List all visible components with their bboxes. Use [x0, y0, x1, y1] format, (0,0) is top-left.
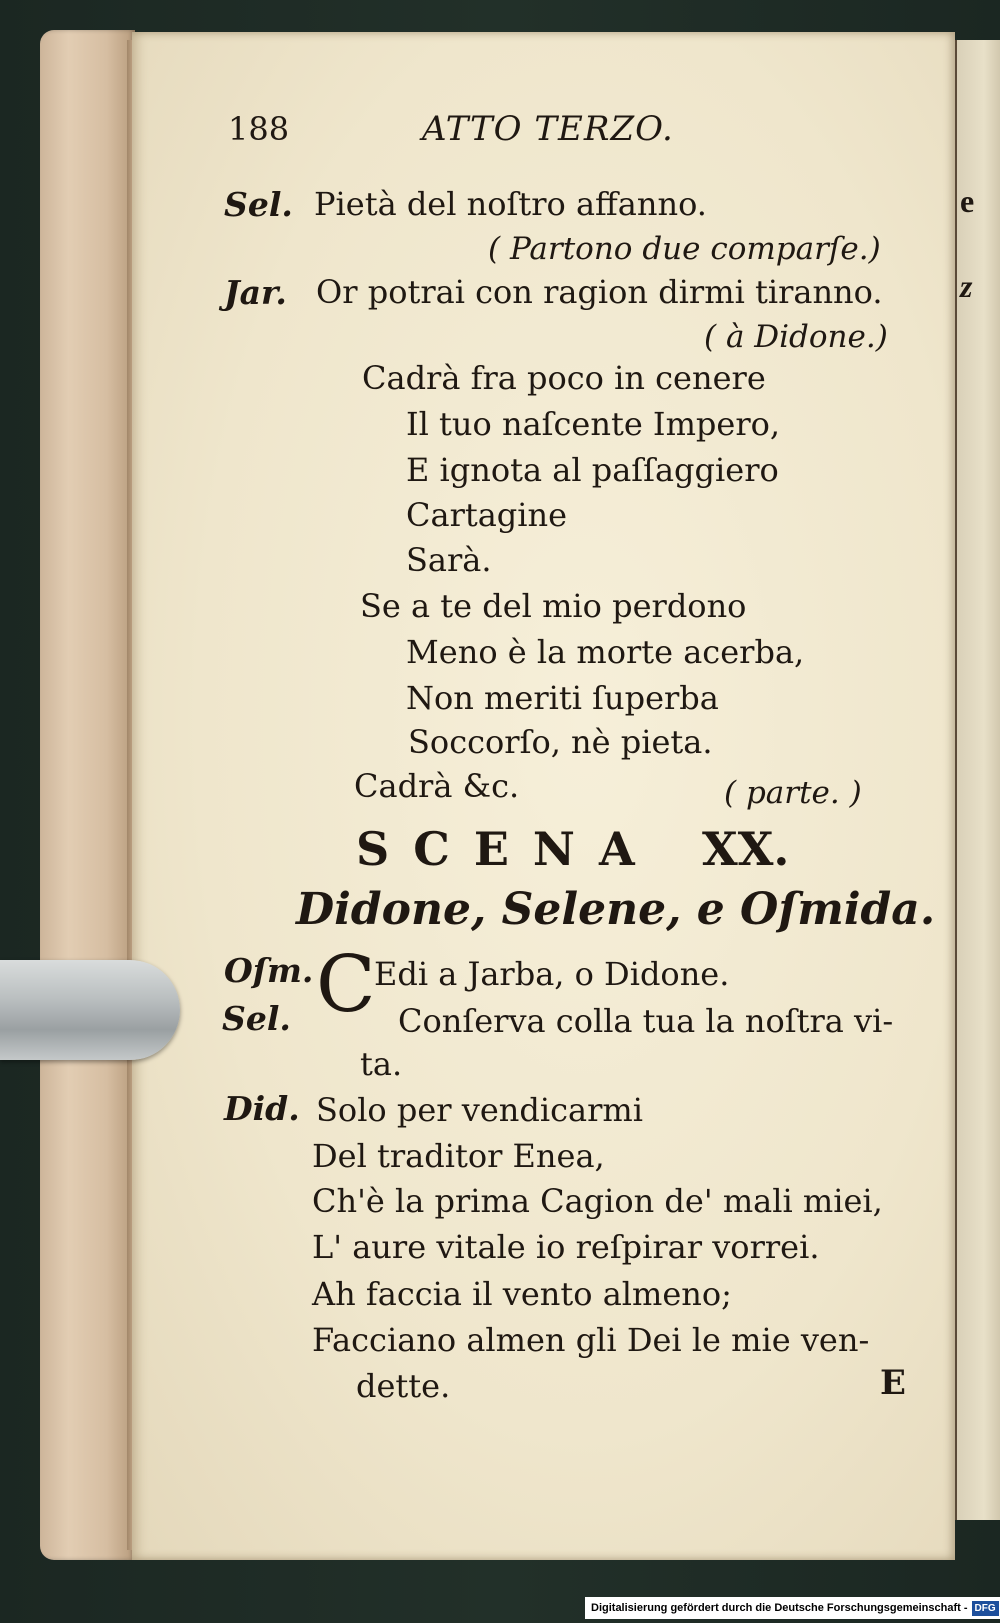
- speaker-label: Jar.: [224, 273, 287, 312]
- verse-line: Del traditor Enea,: [312, 1137, 605, 1175]
- verse-line: ta.: [360, 1045, 403, 1083]
- scene-label: SCENA: [356, 822, 659, 876]
- running-title: ATTO TERZO.: [422, 109, 674, 149]
- verse-line: Cartagine: [406, 496, 568, 534]
- verse-line: Se a te del mio perdono: [360, 587, 747, 625]
- verse-line: Meno è la morte acerba,: [406, 633, 805, 671]
- scene-number: XX.: [702, 822, 790, 876]
- verse-line: Ah faccia il vento almeno;: [312, 1275, 732, 1313]
- stage-direction: ( à Didone.): [704, 319, 888, 355]
- verse-line: Cadrà fra poco in cenere: [362, 359, 766, 397]
- verse-line: dette.: [356, 1367, 451, 1405]
- verse-line: Il tuo naſcente Impero,: [406, 405, 781, 443]
- verse-line: E ignota al paſſaggiero: [406, 451, 779, 489]
- verse-line: Cadrà &c.: [354, 767, 520, 805]
- verse-line: Sarà.: [406, 541, 492, 579]
- stage-direction: ( Partono due comparſe.): [488, 231, 881, 267]
- speaker-label: Oſm.: [224, 951, 314, 990]
- speaker-label: Sel.: [222, 999, 291, 1038]
- verse-line: Pietà del noſtro affanno.: [314, 185, 707, 223]
- next-page-glyph: z: [960, 268, 973, 304]
- verse-line: Or potrai con ragion dirmi tiranno.: [316, 273, 883, 311]
- speaker-label: Did.: [224, 1089, 300, 1128]
- verse-line: Solo per vendicarmi: [316, 1091, 643, 1129]
- dfg-logo-icon: DFG: [972, 1601, 999, 1616]
- stage-direction: ( parte. ): [724, 775, 862, 811]
- next-page-glyph: e: [960, 183, 975, 219]
- drop-capital: C: [316, 940, 376, 1030]
- digitization-footer: [585, 1597, 1000, 1619]
- page-number: 188: [228, 110, 290, 148]
- verse-line: Facciano almen gli Dei le mie ven-: [312, 1321, 870, 1359]
- scene-persons: Didone, Selene, e Oſmida.: [296, 884, 936, 935]
- book-page-edges: [40, 30, 135, 1560]
- signature-mark: E: [880, 1363, 906, 1403]
- speaker-label: Sel.: [224, 185, 293, 224]
- verse-line: Edi a Jarba, o Didone.: [374, 955, 730, 993]
- page-clip: [0, 960, 180, 1060]
- verse-line: Conſerva colla tua la noſtra vi-: [398, 1002, 894, 1040]
- footer-text: Digitalisierung gefördert durch die Deutsche Forschungsgemeinschaft -: [591, 1602, 968, 1614]
- verse-line: Ch'è la prima Cagion de' mali miei,: [312, 1182, 883, 1220]
- verse-line: L' aure vitale io reſpirar vorrei.: [312, 1228, 820, 1266]
- next-page-edge: [955, 40, 1000, 1520]
- verse-line: Non meriti ſuperba: [406, 679, 719, 717]
- verse-line: Soccorſo, nè pieta.: [408, 723, 713, 761]
